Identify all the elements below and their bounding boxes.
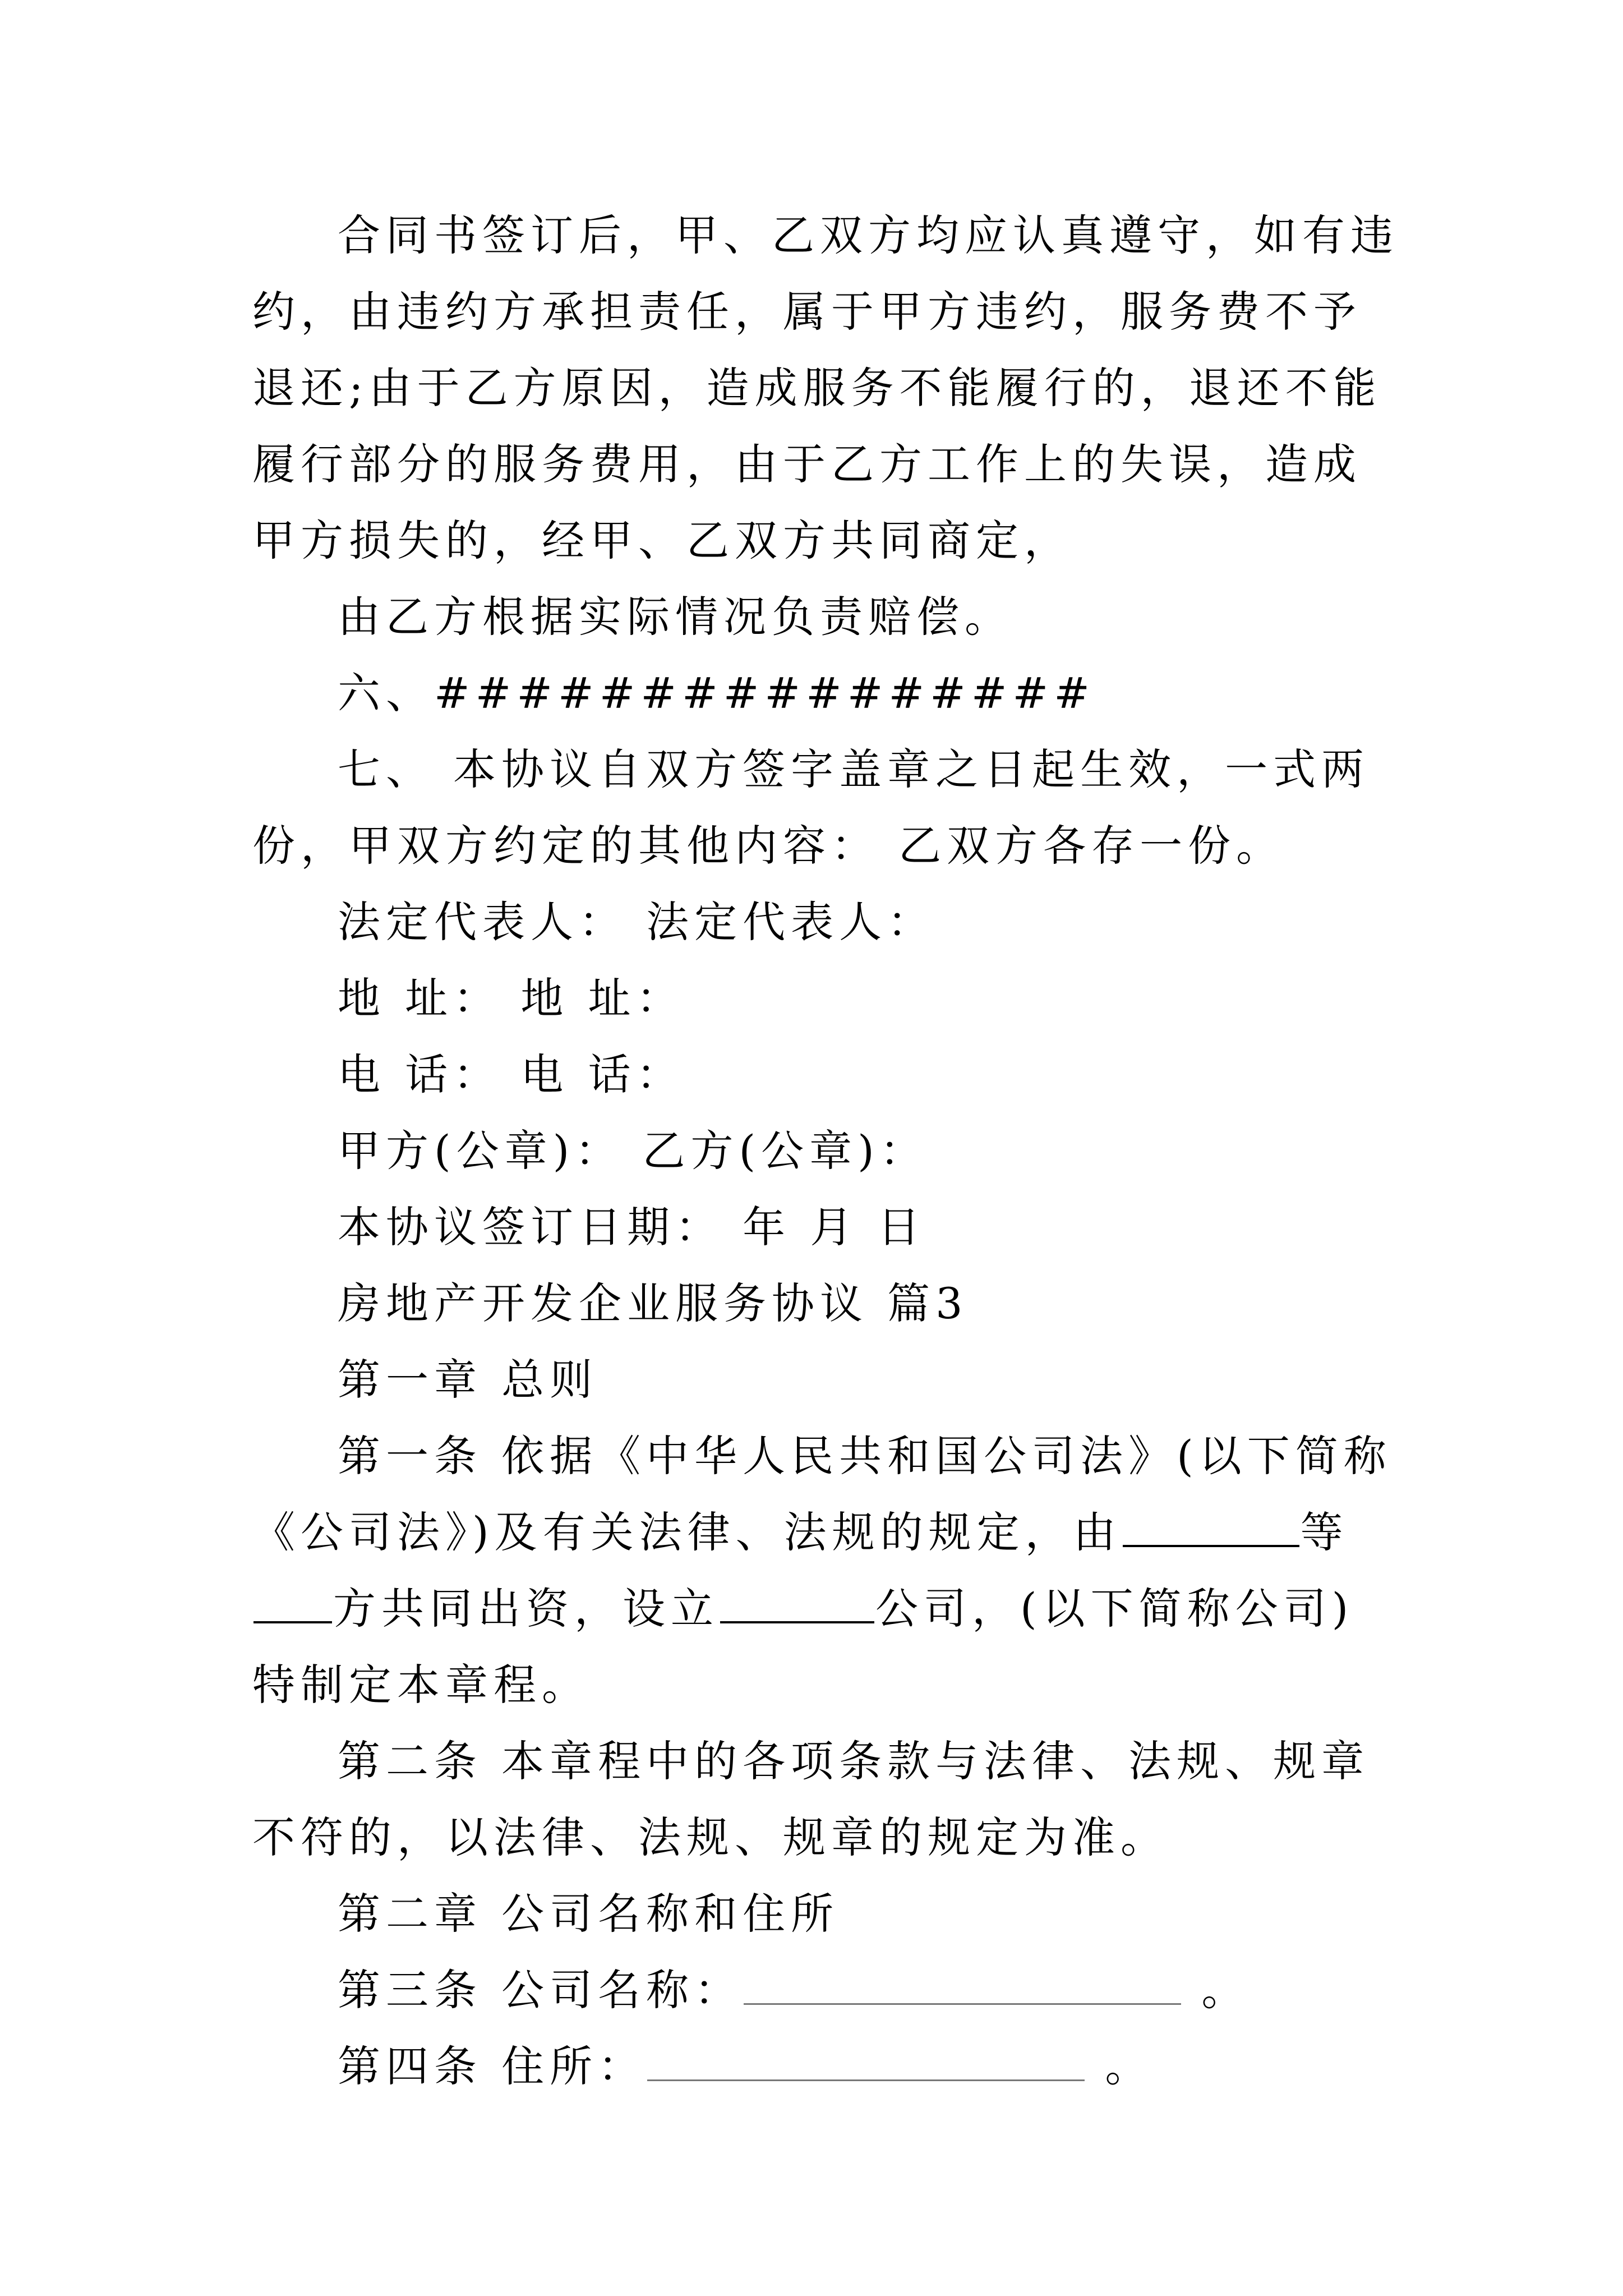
paragraph-compensation: 由乙方根据实际情况负责赔偿。 <box>338 592 1013 642</box>
signing-date: 本协议签订日期： 年 月 日 <box>338 1202 926 1252</box>
article-three-end: 。 <box>1182 1965 1250 2015</box>
blank-investor-count <box>253 1585 332 1623</box>
article-one <box>252 1418 1402 1723</box>
chapter-one-heading: 第一章 总则 <box>338 1355 598 1405</box>
article-one-text-1: 第一条 依据《中华人民共和国公司法》(以下简称《公司法》)及有关法律、法规的规定，由 <box>252 1431 1392 1557</box>
paragraph-clause-six: 六、################ <box>338 668 1095 718</box>
document-body <box>252 197 1402 2105</box>
article-one-text-3: 方共同出资，设立 <box>333 1584 719 1634</box>
article-four <box>252 2028 1402 2105</box>
section-heading: 房地产开发企业服务协议 篇3 <box>338 1278 969 1328</box>
article-two: 第二条 本章程中的各项条款与法律、法规、规章不符的，以法律、法规、规章的规定为准。 <box>252 1736 1370 1862</box>
blank-company-name <box>720 1585 874 1623</box>
paragraph-clause-seven: 七、 本协议自双方签字盖章之日起生效，一式两份，甲双方约定的其他内容： 乙双方各存一份。 <box>252 744 1370 871</box>
article-three <box>252 1952 1402 2028</box>
blank-company-name-field <box>744 1967 1181 2005</box>
article-three-label: 第三条 公司名称： <box>338 1965 743 2015</box>
signature-address: 地 址： 地 址： <box>338 973 685 1023</box>
article-four-end: 。 <box>1086 2041 1154 2091</box>
blank-investor-1 <box>1123 1509 1299 1547</box>
article-one-text-4: 公司，(以下简称公司)特制定本章程。 <box>252 1584 1354 1710</box>
signature-phone: 电 话： 电 话： <box>338 1050 685 1099</box>
article-four-label: 第四条 住所： <box>338 2041 647 2091</box>
paragraph-breach-liability: 合同书签订后，甲、乙双方均应认真遵守，如有违约，由违约方承担责任，属于甲方违约，服务费不予退还;由于乙方原因，造成服务不能履行的，退还不能履行部分的服务费用，由于乙方工作上的失误，造成甲方损失的，经甲、乙双方共同商定， <box>252 210 1399 565</box>
signature-seal: 甲方(公章)： 乙方(公章)： <box>338 1126 928 1176</box>
signature-legal-representative: 法定代表人： 法定代表人： <box>338 897 936 947</box>
blank-address-field <box>647 2044 1085 2081</box>
article-one-text-2: 等 <box>1300 1507 1349 1557</box>
chapter-two-heading: 第二章 公司名称和住所 <box>338 1889 840 1939</box>
